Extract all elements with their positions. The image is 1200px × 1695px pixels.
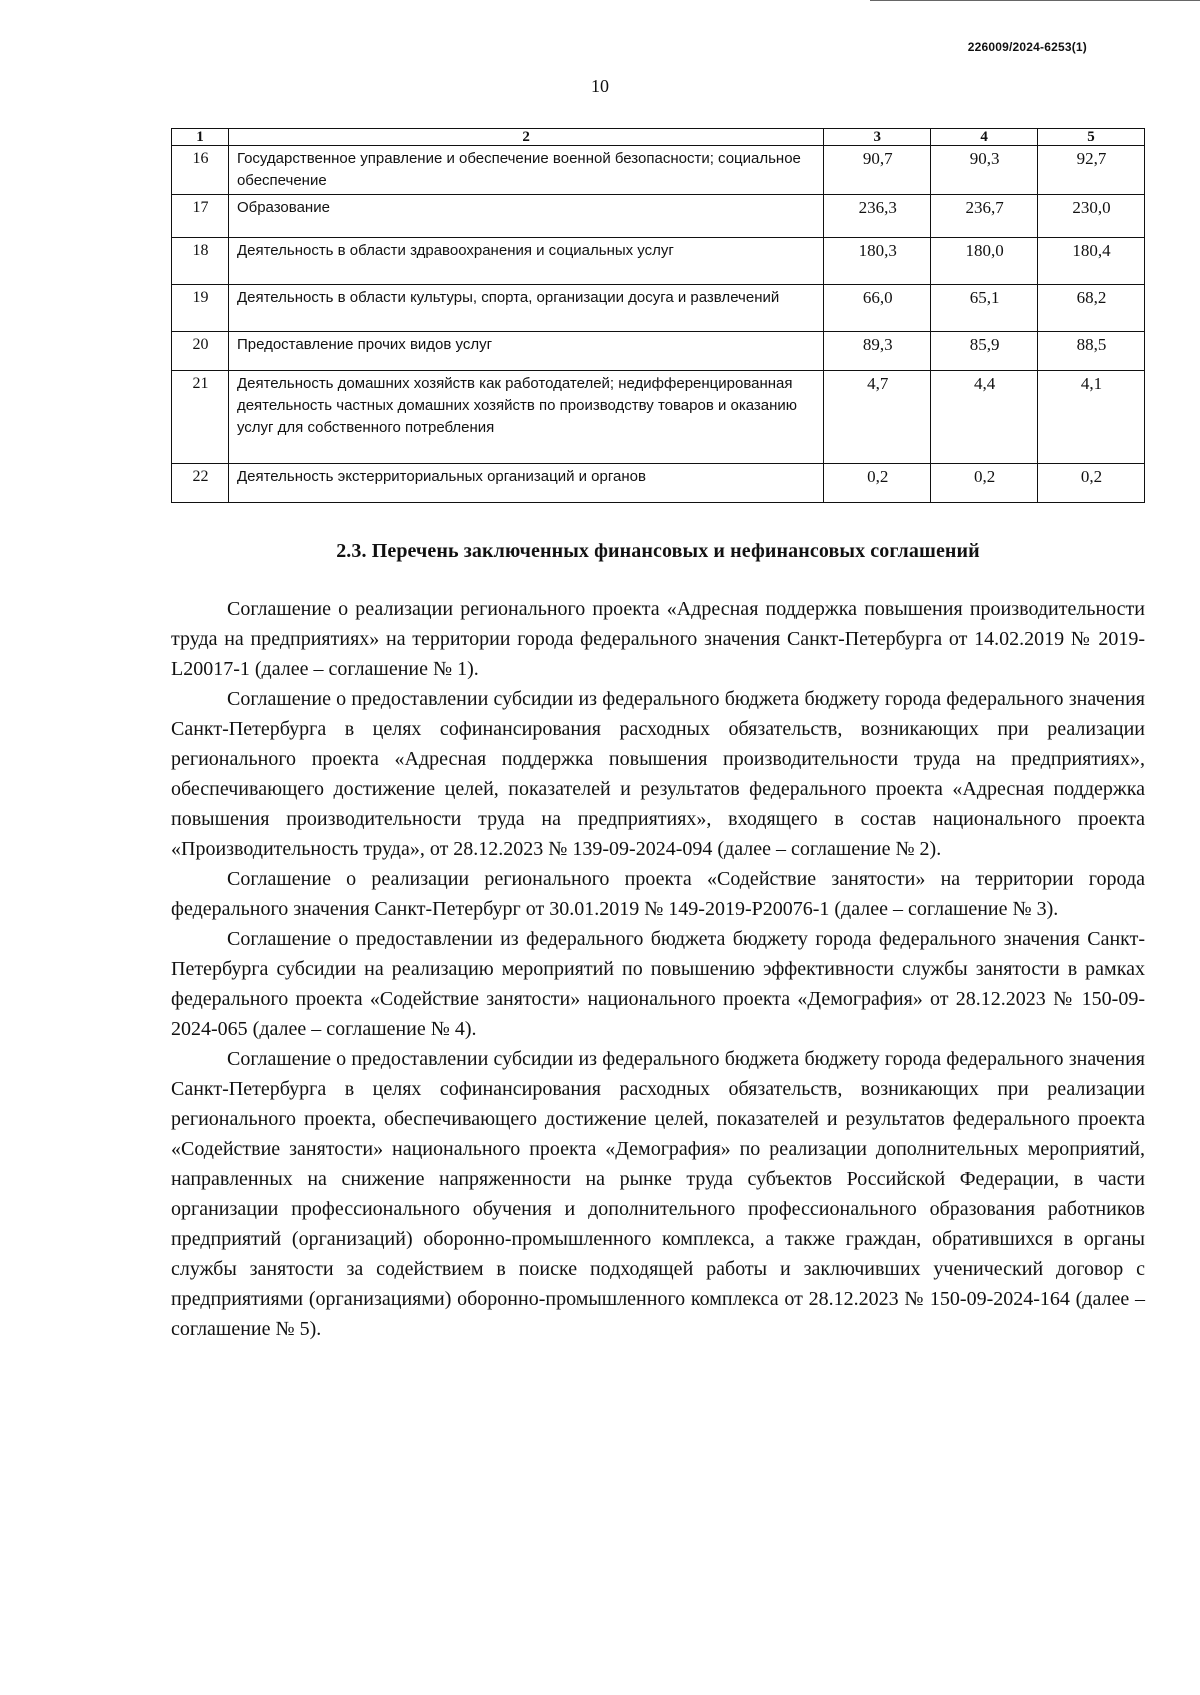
row-value-col4: 4,4 bbox=[931, 371, 1038, 464]
scan-edge-line bbox=[870, 0, 1200, 1]
table-row bbox=[172, 238, 1145, 285]
row-name: Предоставление прочих видов услуг bbox=[228, 332, 823, 371]
row-value-col4: 85,9 bbox=[931, 332, 1038, 371]
table-row bbox=[172, 146, 1145, 195]
table-row bbox=[172, 195, 1145, 238]
row-name: Деятельность домашних хозяйств как работодателей; недифференцированная деятельность частных домашних хозяйств по производству товаров и оказанию услуг для собственного потребления bbox=[228, 371, 823, 464]
row-name: Деятельность в области культуры, спорта, организации досуга и развлечений bbox=[228, 285, 823, 332]
row-value-col5: 230,0 bbox=[1038, 195, 1145, 238]
page-number: 10 bbox=[591, 76, 609, 96]
document-id: 226009/2024-6253(1) bbox=[967, 40, 1087, 54]
agreement-paragraph-2: Соглашение о предоставлении субсидии из федерального бюджета бюджету города федерального значения Санкт-Петербурга в целях софинансирования расходных обязательств, возникающих при реализации регионального проекта «Адресная поддержка повышения производительности труда на предприятиях», обеспечивающего достижение целей, показателей и результатов федерального проекта «Адресная поддержка повышения производительности труда на предприятиях», входящего в состав национального проекта «Производительность труда», от 28.12.2023 № 139-09-2024-094 (далее – соглашение № 2). bbox=[171, 688, 1145, 860]
row-value-col3: 89,3 bbox=[824, 332, 931, 371]
agreement-paragraph-5: Соглашение о предоставлении субсидии из федерального бюджета бюджету города федерального значения Санкт-Петербурга в целях софинансирования расходных обязательств, возникающих при реализации регионального проекта, обеспечивающего достижение целей, показателей и результатов федерального проекта «Содействие занятости» национального проекта «Демография» по реализации дополнительных мероприятий, направленных на снижение напряженности на рынке труда субъектов Российской Федерации, в части организации профессионального обучения и дополнительного профессионального образования работников предприятий (организаций) оборонно-промышленного комплекса, а также граждан, обратившихся в органы службы занятости за содействием в поиске подходящей работы и заключивших ученический договор с предприятиями (организациями) оборонно-промышленного комплекса от 28.12.2023 № 150-09-2024-164 (далее – соглашение № 5). bbox=[171, 1048, 1145, 1340]
row-value-col4: 236,7 bbox=[931, 195, 1038, 238]
row-value-col5: 92,7 bbox=[1038, 146, 1145, 195]
column-header: 2 bbox=[228, 129, 823, 146]
row-name: Деятельность в области здравоохранения и социальных услуг bbox=[228, 238, 823, 285]
row-name: Государственное управление и обеспечение военной безопасности; социальное обеспечение bbox=[228, 146, 823, 195]
row-value-col3: 180,3 bbox=[824, 238, 931, 285]
row-value-col5: 68,2 bbox=[1038, 285, 1145, 332]
row-value-col3: 66,0 bbox=[824, 285, 931, 332]
row-number: 18 bbox=[172, 238, 229, 285]
row-value-col4: 180,0 bbox=[931, 238, 1038, 285]
row-value-col3: 236,3 bbox=[824, 195, 931, 238]
agreement-paragraph-1: Соглашение о реализации регионального проекта «Адресная поддержка повышения производительности труда на предприятиях» на территории города федерального значения Санкт-Петербурга от 14.02.2019 № 2019-L20017-1 (далее – соглашение № 1). bbox=[171, 598, 1145, 680]
row-value-col4: 0,2 bbox=[931, 464, 1038, 503]
statistics-table bbox=[171, 128, 1145, 503]
table-header-row bbox=[172, 129, 1145, 146]
row-name: Образование bbox=[228, 195, 823, 238]
row-value-col5: 88,5 bbox=[1038, 332, 1145, 371]
row-value-col5: 0,2 bbox=[1038, 464, 1145, 503]
column-header: 4 bbox=[931, 129, 1038, 146]
table-row bbox=[172, 464, 1145, 503]
row-value-col5: 4,1 bbox=[1038, 371, 1145, 464]
row-value-col4: 90,3 bbox=[931, 146, 1038, 195]
row-value-col4: 65,1 bbox=[931, 285, 1038, 332]
row-value-col3: 90,7 bbox=[824, 146, 931, 195]
row-value-col3: 0,2 bbox=[824, 464, 931, 503]
row-number: 17 bbox=[172, 195, 229, 238]
column-header: 3 bbox=[824, 129, 931, 146]
row-value-col5: 180,4 bbox=[1038, 238, 1145, 285]
table-row bbox=[172, 332, 1145, 371]
row-value-col3: 4,7 bbox=[824, 371, 931, 464]
table-row bbox=[172, 285, 1145, 332]
agreement-paragraph-3: Соглашение о реализации регионального проекта «Содействие занятости» на территории города федерального значения Санкт-Петербург от 30.01.2019 № 149-2019-P20076-1 (далее – соглашение № 3). bbox=[171, 868, 1145, 920]
row-name: Деятельность экстерриториальных организаций и органов bbox=[228, 464, 823, 503]
agreements-section bbox=[171, 536, 1145, 1344]
section-title: 2.3. Перечень заключенных финансовых и нефинансовых соглашений bbox=[336, 540, 980, 562]
column-header: 5 bbox=[1038, 129, 1145, 146]
table-row bbox=[172, 371, 1145, 464]
row-number: 21 bbox=[172, 371, 229, 464]
agreement-paragraph-4: Соглашение о предоставлении из федерального бюджета бюджету города федерального значения Санкт-Петербурга субсидии на реализацию мероприятий по повышению эффективности службы занятости в рамках федерального проекта «Содействие занятости» национального проекта «Демография» от 28.12.2023 № 150-09-2024-065 (далее – соглашение № 4). bbox=[171, 928, 1145, 1040]
row-number: 22 bbox=[172, 464, 229, 503]
row-number: 20 bbox=[172, 332, 229, 371]
row-number: 19 bbox=[172, 285, 229, 332]
row-number: 16 bbox=[172, 146, 229, 195]
column-header: 1 bbox=[172, 129, 229, 146]
